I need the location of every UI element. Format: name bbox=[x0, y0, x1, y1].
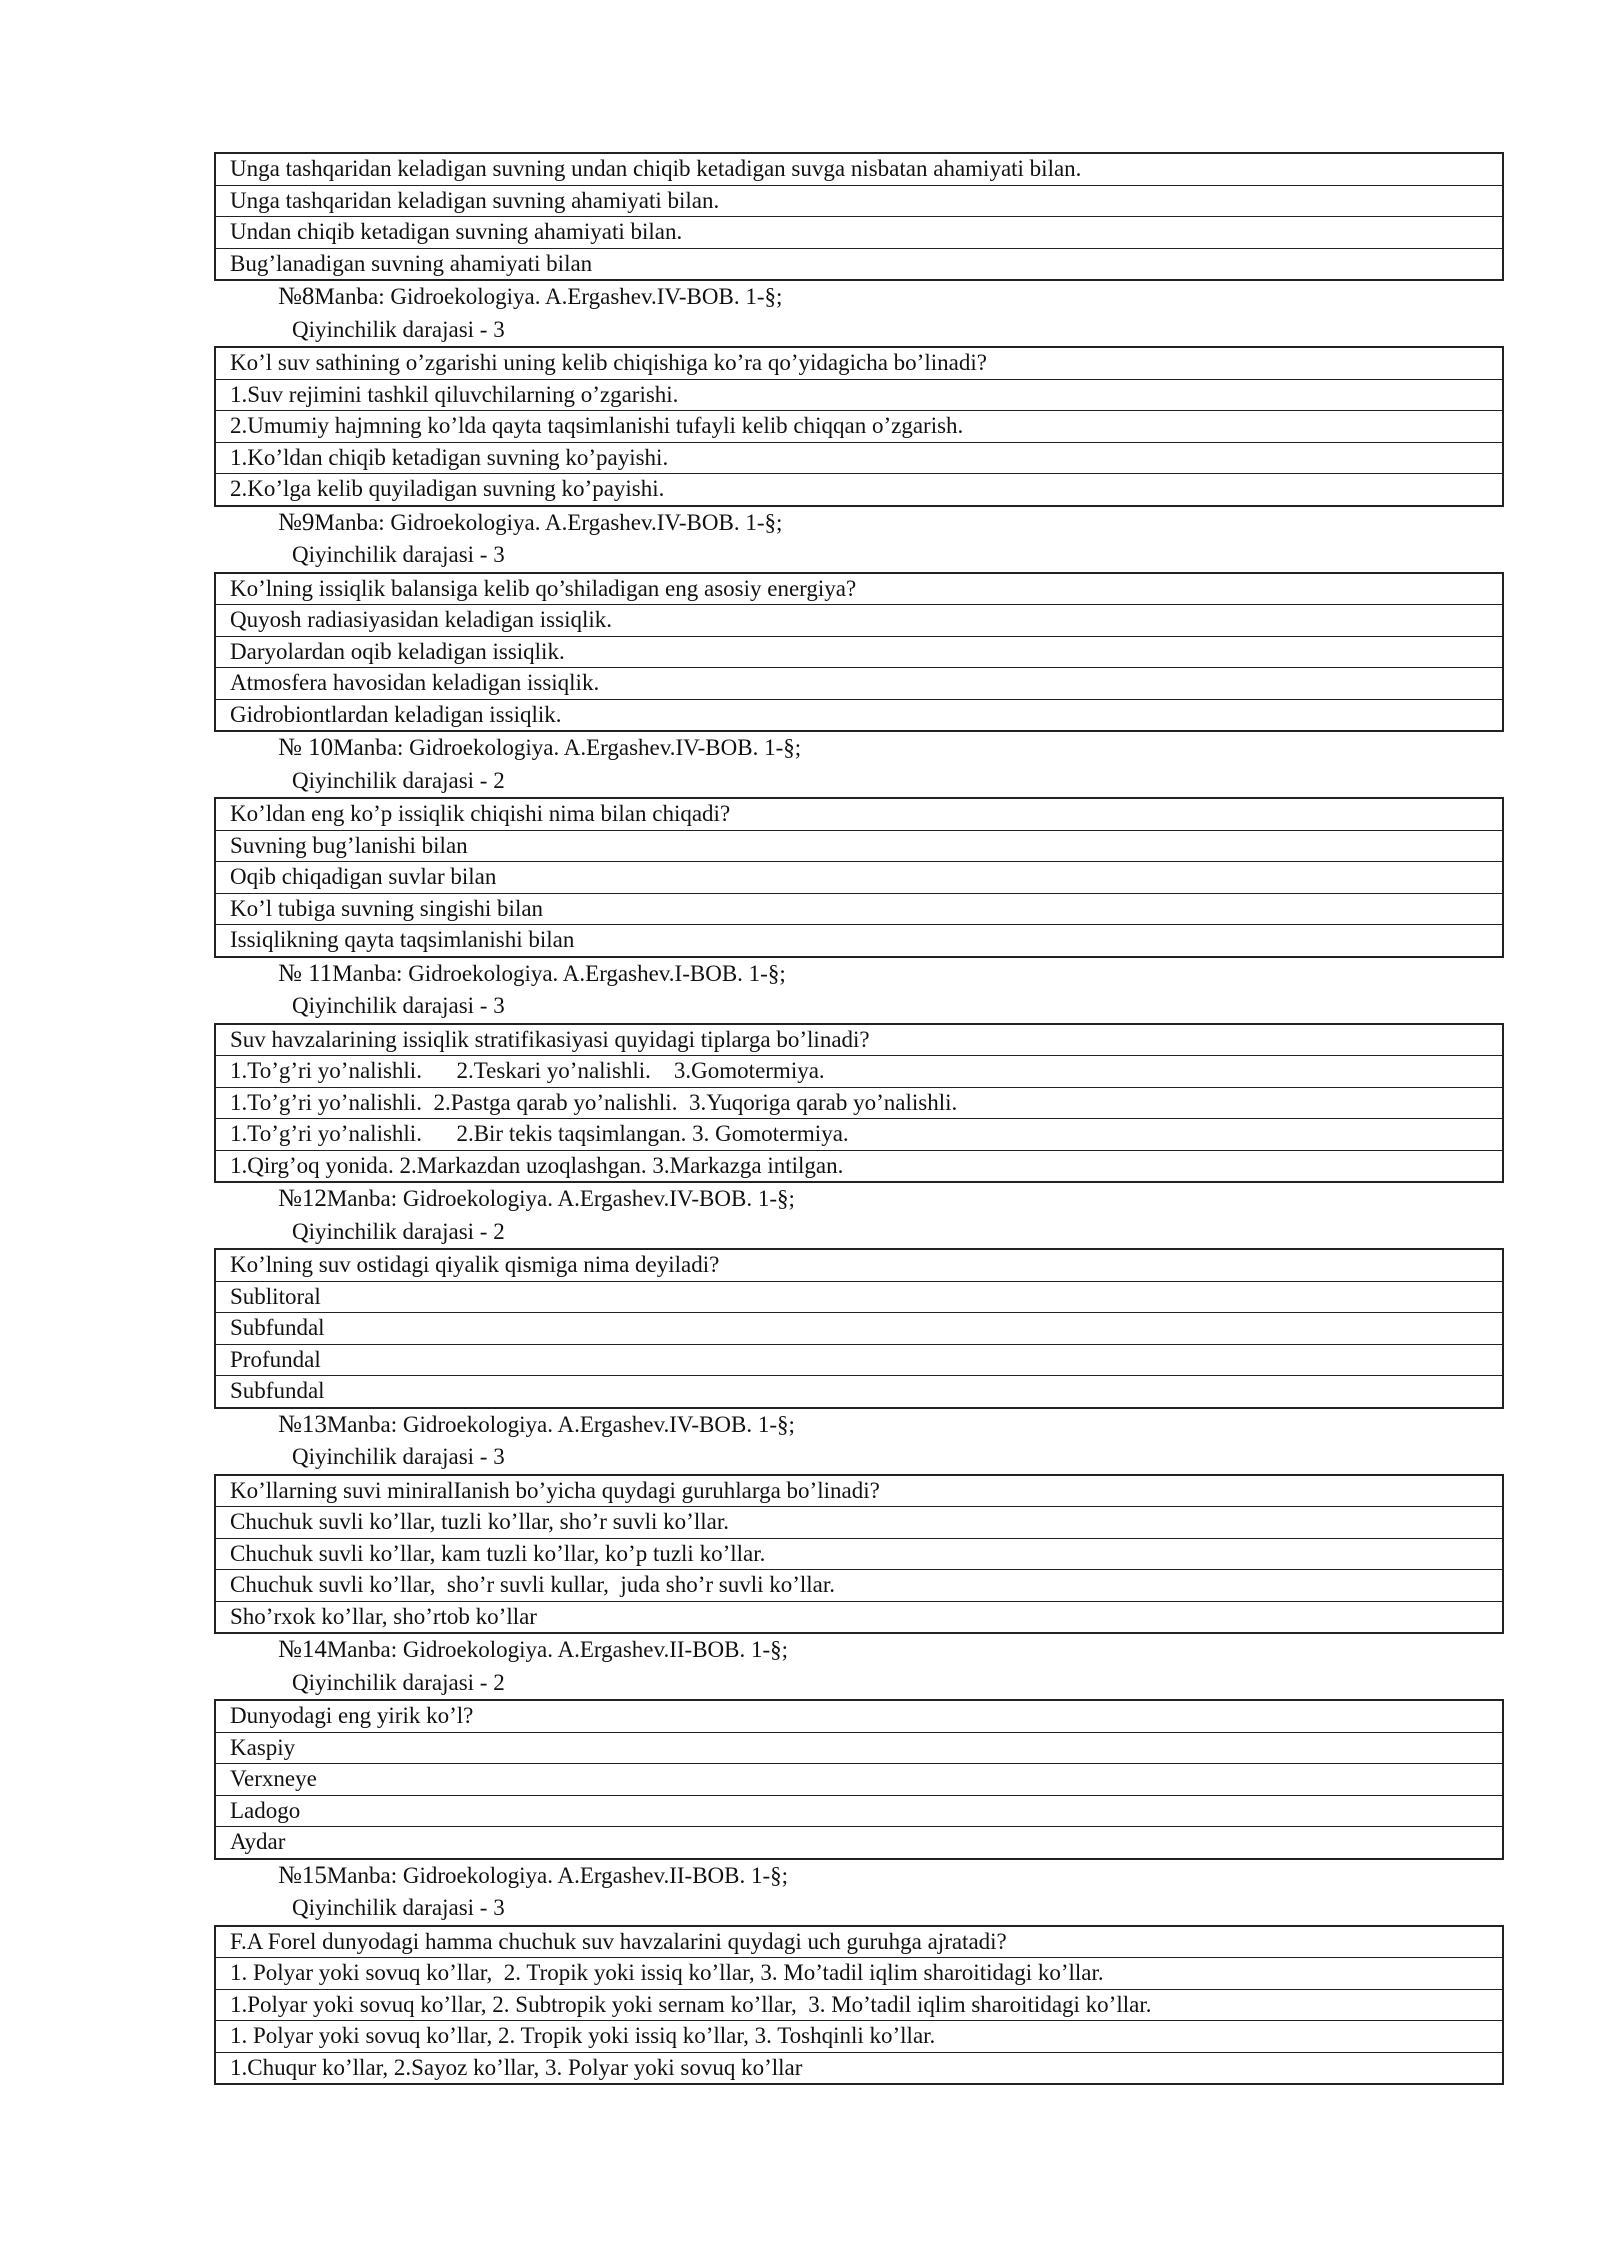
question-source: Manba: Gidroekologiya. A.Ergashev.IV-BOB. 1-§; bbox=[333, 735, 802, 760]
document-page bbox=[214, 152, 1504, 2085]
question-number: №14 bbox=[278, 1636, 327, 1663]
question-number: № 11 bbox=[278, 959, 333, 987]
answer-option: 1.To’g’ri yo’nalishli. 2.Teskari yo’nalishli. 3.Gomotermiya. bbox=[216, 1055, 1502, 1087]
answer-option: Issiqlikning qayta taqsimlanishi bilan bbox=[216, 924, 1502, 956]
question-text: Ko’llarning suvi miniralIanish bo’yicha quydagi guruhlarga bo’linadi? bbox=[230, 1477, 880, 1503]
answer-option: Suvning bug’lanishi bilan bbox=[216, 830, 1502, 862]
question-block bbox=[214, 281, 1504, 507]
answer-option: 1.Chuqur ko’llar, 2.Sayoz ko’llar, 3. Polyar yoki sovuq ko’llar bbox=[216, 2052, 1502, 2084]
question-source-line bbox=[214, 507, 1504, 540]
answer-option: Chuchuk suvli ko’llar, sho’r suvli kullar, juda sho’r suvli ko’llar. bbox=[216, 1569, 1502, 1601]
question-source-line bbox=[214, 732, 1504, 765]
answer-option: Sublitoral bbox=[216, 1281, 1502, 1313]
answer-option: Bug’lanadigan suvning ahamiyati bilan bbox=[216, 248, 1502, 280]
answer-option: Ko’l tubiga suvning singishi bilan bbox=[216, 893, 1502, 925]
answer-option: 1.Ko’ldan chiqib ketadigan suvning ko’payishi. bbox=[216, 442, 1502, 474]
answer-option: Chuchuk suvli ko’llar, kam tuzli ko’llar, ko’p tuzli ko’llar. bbox=[216, 1538, 1502, 1570]
question-source-line bbox=[214, 1409, 1504, 1442]
answer-option: Oqib chiqadigan suvlar bilan bbox=[216, 861, 1502, 893]
answer-option: 1.Suv rejimini tashkil qiluvchilarning o’zgarishi. bbox=[216, 379, 1502, 411]
answer-option: Subfundal bbox=[216, 1375, 1502, 1407]
answer-option: Sho’rxok ko’llar, sho’rtob ko’llar bbox=[216, 1601, 1502, 1633]
difficulty-level: Qiyinchilik darajasi - 2 bbox=[292, 1669, 505, 1695]
question-block bbox=[214, 1409, 1504, 1635]
question-source-line bbox=[214, 958, 1504, 991]
question-number: № 10 bbox=[278, 734, 334, 761]
question-text: Dunyodagi eng yirik ko’l? bbox=[230, 1703, 474, 1728]
question-block bbox=[214, 1634, 1504, 1860]
question-table bbox=[214, 346, 1504, 507]
question-source: Manba: Gidroekologiya. A.Ergashev.IV-BOB. 1-§; bbox=[314, 509, 783, 535]
difficulty-level: Qiyinchilik darajasi - 3 bbox=[292, 1895, 505, 1920]
answer-option: Quyosh radiasiyasidan keladigan issiqlik. bbox=[216, 604, 1502, 636]
question-block bbox=[214, 732, 1504, 958]
answer-option: 2.Umumiy hajmning ko’lda qayta taqsimlanishi tufayli kelib chiqqan o’zgarish. bbox=[216, 410, 1502, 442]
question-block bbox=[214, 1860, 1504, 2086]
answer-option: Ladogo bbox=[216, 1795, 1502, 1827]
question-number: №12 bbox=[278, 1185, 327, 1212]
question-source-line bbox=[214, 1860, 1504, 1893]
question-table bbox=[214, 1699, 1504, 1860]
answer-option: Subfundal bbox=[216, 1312, 1502, 1344]
question-table bbox=[214, 572, 1504, 733]
question-table bbox=[214, 1248, 1504, 1409]
difficulty-level: Qiyinchilik darajasi - 3 bbox=[292, 316, 505, 342]
difficulty-level: Qiyinchilik darajasi - 3 bbox=[292, 542, 505, 567]
question-number: №13 bbox=[278, 1410, 327, 1438]
question-source: Manba: Gidroekologiya. A.Ergashev.II-BOB. 1-§; bbox=[326, 1637, 789, 1662]
answer-option: 1. Polyar yoki sovuq ko’llar, 2. Tropik yoki issiq ko’llar, 3. Toshqinli ko’llar. bbox=[216, 2020, 1502, 2052]
question-table bbox=[214, 152, 1504, 281]
answer-option: Kaspiy bbox=[216, 1732, 1502, 1764]
difficulty-level: Qiyinchilik darajasi - 3 bbox=[292, 993, 505, 1018]
question-table bbox=[214, 1474, 1504, 1635]
answer-option: 1.Qirg’oq yonida. 2.Markazdan uzoqlashgan. 3.Markazga intilgan. bbox=[216, 1150, 1502, 1182]
answer-option: Unga tashqaridan keladigan suvning undan chiqib ketadigan suvga nisbatan ahamiyati bilan. bbox=[230, 156, 1082, 181]
answer-option: Chuchuk suvli ko’llar, tuzli ko’llar, sho’r suvli ko’llar. bbox=[216, 1506, 1502, 1538]
question-source: Manba: Gidroekologiya. A.Ergashev.II-BOB. 1-§; bbox=[326, 1862, 789, 1888]
question-source: Manba: Gidroekologiya. A.Ergashev.I-BOB. 1-§; bbox=[332, 960, 786, 986]
question-source-line bbox=[214, 281, 1504, 314]
answer-option: Aydar bbox=[216, 1826, 1502, 1858]
answer-option: Daryolardan oqib keladigan issiqlik. bbox=[216, 636, 1502, 668]
difficulty-level: Qiyinchilik darajasi - 2 bbox=[292, 767, 505, 793]
question-source: Manba: Gidroekologiya. A.Ergashev.IV-BOB. 1-§; bbox=[314, 284, 783, 309]
difficulty-level: Qiyinchilik darajasi - 3 bbox=[292, 1444, 505, 1469]
question-table bbox=[214, 1023, 1504, 1184]
answer-option: Profundal bbox=[216, 1344, 1502, 1376]
answer-option: 1.To’g’ri yo’nalishli. 2.Pastga qarab yo’nalishli. 3.Yuqoriga qarab yo’nalishli. bbox=[216, 1087, 1502, 1119]
difficulty-level: Qiyinchilik darajasi - 2 bbox=[292, 1218, 505, 1244]
answer-option: Atmosfera havosidan keladigan issiqlik. bbox=[216, 667, 1502, 699]
question-number: №8 bbox=[278, 283, 315, 310]
question-block bbox=[214, 958, 1504, 1184]
question-text: F.A Forel dunyodagi hamma chuchuk suv havzalarini quydagi uch guruhga ajratadi? bbox=[230, 1928, 1007, 1954]
question-text: Suv havzalarining issiqlik stratifikasiyasi quyidagi tiplarga bo’linadi? bbox=[230, 1026, 870, 1052]
question-number: №9 bbox=[278, 508, 315, 536]
question-block bbox=[214, 152, 1504, 281]
question-source: Manba: Gidroekologiya. A.Ergashev.IV-BOB. 1-§; bbox=[326, 1411, 795, 1437]
answer-option: 1. Polyar yoki sovuq ko’llar, 2. Tropik yoki issiq ko’llar, 3. Mo’tadil iqlim sharoitidagi ko’llar. bbox=[216, 1957, 1502, 1989]
question-source-line bbox=[214, 1183, 1504, 1216]
question-text: Ko’lning issiqlik balansiga kelib qo’shiladigan eng asosiy energiya? bbox=[230, 575, 857, 601]
question-block bbox=[214, 1183, 1504, 1409]
answer-option: Verxneye bbox=[216, 1763, 1502, 1795]
answer-option: 1.To’g’ri yo’nalishli. 2.Bir tekis taqsimlangan. 3. Gomotermiya. bbox=[216, 1118, 1502, 1150]
answer-option: Undan chiqib ketadigan suvning ahamiyati bilan. bbox=[216, 216, 1502, 248]
question-text: Ko’lning suv ostidagi qiyalik qismiga nima deyiladi? bbox=[230, 1252, 720, 1277]
answer-option: Gidrobiontlardan keladigan issiqlik. bbox=[216, 699, 1502, 731]
answer-option: 1.Polyar yoki sovuq ko’llar, 2. Subtropik yoki sernam ko’llar, 3. Mo’tadil iqlim sharoitidagi ko’llar. bbox=[216, 1989, 1502, 2021]
question-source-line bbox=[214, 1634, 1504, 1667]
question-table bbox=[214, 1925, 1504, 2086]
question-text: Ko’ldan eng ko’p issiqlik chiqishi nima bilan chiqadi? bbox=[230, 801, 731, 826]
question-table bbox=[214, 797, 1504, 958]
question-source: Manba: Gidroekologiya. A.Ergashev.IV-BOB. 1-§; bbox=[326, 1186, 795, 1211]
answer-option: Unga tashqaridan keladigan suvning ahamiyati bilan. bbox=[216, 185, 1502, 217]
question-text: Ko’l suv sathining o’zgarishi uning kelib chiqishiga ko’ra qo’yidagicha bo’linadi? bbox=[230, 350, 987, 375]
question-number: №15 bbox=[278, 1861, 327, 1889]
question-block bbox=[214, 507, 1504, 733]
answer-option: 2.Ko’lga kelib quyiladigan suvning ko’payishi. bbox=[216, 473, 1502, 505]
